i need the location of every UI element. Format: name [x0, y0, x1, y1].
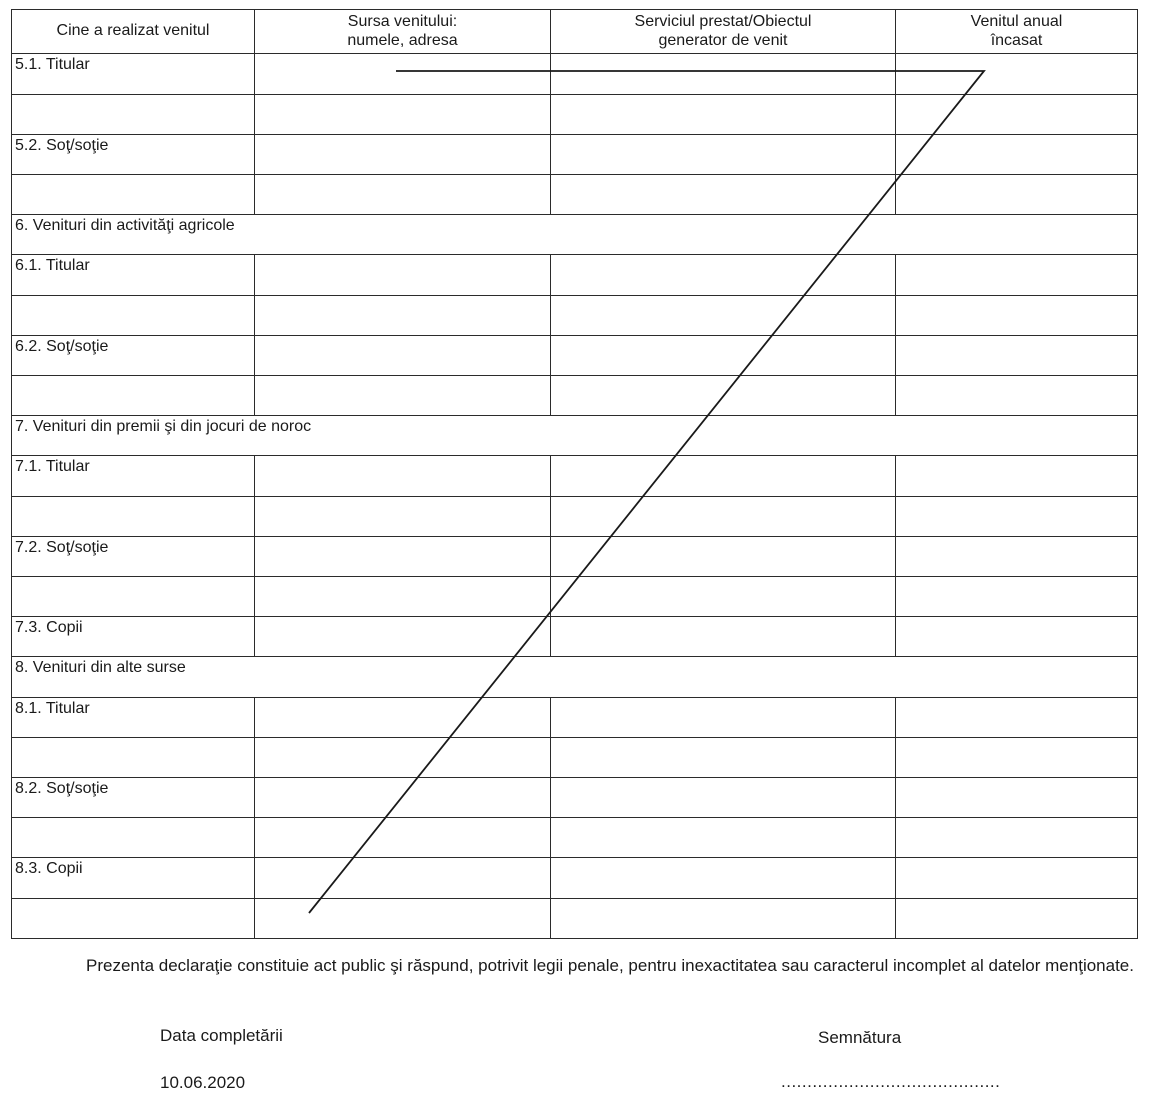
entry-cell[interactable] — [896, 295, 1138, 335]
row-label-cell — [12, 576, 255, 616]
entry-cell[interactable] — [255, 858, 551, 898]
section-label: 7. Venituri din premii şi din jocuri de noroc — [15, 418, 312, 436]
row-label-cell — [12, 777, 255, 817]
entry-cell[interactable] — [896, 858, 1138, 898]
row-label-cell — [12, 174, 255, 214]
entry-cell[interactable] — [255, 818, 551, 858]
table-row — [12, 617, 1138, 657]
entry-cell[interactable] — [896, 777, 1138, 817]
entry-cell[interactable] — [255, 174, 551, 214]
entry-cell[interactable] — [255, 737, 551, 777]
entry-cell[interactable] — [551, 496, 896, 536]
row-label-cell — [12, 617, 255, 657]
entry-cell[interactable] — [255, 335, 551, 375]
column-header — [12, 10, 255, 54]
table-row — [12, 255, 1138, 295]
section-row — [12, 416, 1138, 456]
entry-cell[interactable] — [551, 94, 896, 134]
table-header-row — [12, 10, 1138, 54]
entry-cell[interactable] — [896, 737, 1138, 777]
signature-label: Semnătura — [818, 1028, 902, 1047]
entry-cell[interactable] — [551, 737, 896, 777]
entry-cell[interactable] — [896, 576, 1138, 616]
entry-cell[interactable] — [255, 255, 551, 295]
section-row — [12, 657, 1138, 697]
entry-cell[interactable] — [896, 496, 1138, 536]
row-label-cell — [12, 255, 255, 295]
entry-cell[interactable] — [896, 255, 1138, 295]
entry-cell[interactable] — [896, 818, 1138, 858]
income-table — [11, 9, 1138, 939]
entry-cell[interactable] — [255, 295, 551, 335]
table-row — [12, 456, 1138, 496]
entry-cell[interactable] — [551, 54, 896, 94]
section-label: 8. Venituri din alte surse — [15, 659, 186, 677]
entry-cell[interactable] — [255, 496, 551, 536]
date-value: 10.06.2020 — [160, 1073, 246, 1092]
row-label: 8.2. Soţ/soţie — [15, 779, 109, 797]
entry-cell[interactable] — [896, 536, 1138, 576]
entry-cell[interactable] — [551, 858, 896, 898]
row-label: 8.1. Titular — [15, 699, 90, 717]
row-label — [15, 738, 251, 739]
entry-cell[interactable] — [896, 134, 1138, 174]
row-label — [15, 577, 251, 578]
row-label-cell — [12, 858, 255, 898]
entry-cell[interactable] — [255, 697, 551, 737]
column-header-line: generator de venit — [658, 32, 788, 49]
row-label: 7.3. Copii — [15, 619, 83, 637]
row-label: 6.1. Titular — [15, 257, 90, 275]
table-row — [12, 134, 1138, 174]
row-label — [15, 899, 251, 900]
entry-cell[interactable] — [255, 134, 551, 174]
row-label-cell — [12, 697, 255, 737]
table-row — [12, 898, 1138, 938]
table-row — [12, 54, 1138, 94]
entry-cell[interactable] — [551, 617, 896, 657]
row-label — [15, 497, 251, 498]
entry-cell[interactable] — [551, 456, 896, 496]
section-title — [12, 657, 1138, 697]
table-row — [12, 496, 1138, 536]
section-row — [12, 215, 1138, 255]
table-row — [12, 576, 1138, 616]
declaration-text: Prezenta declaraţie constituie act public şi răspund, potrivit legii penale, pentru inexactitatea sau caracterul incomplet al datelor menţionate. — [86, 956, 1134, 975]
row-label: 6.2. Soţ/soţie — [15, 337, 109, 355]
row-label-cell — [12, 536, 255, 576]
table-row — [12, 737, 1138, 777]
entry-cell[interactable] — [255, 777, 551, 817]
date-label: Data completării — [160, 1026, 283, 1045]
entry-cell[interactable] — [896, 174, 1138, 214]
signature-line: .......................................... — [781, 1072, 1001, 1091]
table-row — [12, 536, 1138, 576]
column-header — [896, 10, 1138, 54]
entry-cell[interactable] — [896, 54, 1138, 94]
entry-cell[interactable] — [896, 456, 1138, 496]
row-label-cell — [12, 54, 255, 94]
entry-cell[interactable] — [896, 94, 1138, 134]
row-label: 5.1. Titular — [15, 56, 90, 74]
entry-cell[interactable] — [551, 295, 896, 335]
column-header-line: Cine a realizat venitul — [56, 22, 210, 39]
row-label: 8.3. Copii — [15, 860, 83, 878]
entry-cell[interactable] — [551, 818, 896, 858]
table-row — [12, 94, 1138, 134]
section-label: 6. Venituri din activităţi agricole — [15, 217, 235, 235]
column-header — [255, 10, 551, 54]
entry-cell[interactable] — [896, 697, 1138, 737]
entry-cell[interactable] — [896, 335, 1138, 375]
entry-cell[interactable] — [551, 536, 896, 576]
row-label-cell — [12, 295, 255, 335]
entry-cell[interactable] — [551, 174, 896, 214]
row-label — [15, 818, 251, 819]
row-label — [15, 95, 251, 96]
row-label — [15, 175, 251, 176]
table-row — [12, 174, 1138, 214]
column-header-line: încasat — [990, 32, 1043, 49]
row-label — [15, 296, 251, 297]
row-label: 5.2. Soţ/soţie — [15, 136, 109, 154]
row-label-cell — [12, 898, 255, 938]
row-label-cell — [12, 737, 255, 777]
entry-cell[interactable] — [551, 697, 896, 737]
entry-cell[interactable] — [896, 617, 1138, 657]
entry-cell[interactable] — [896, 375, 1138, 415]
row-label-cell — [12, 496, 255, 536]
entry-cell[interactable] — [255, 898, 551, 938]
row-label-cell — [12, 94, 255, 134]
row-label-cell — [12, 375, 255, 415]
row-label: 7.1. Titular — [15, 458, 90, 476]
column-header-line: numele, adresa — [347, 32, 458, 49]
table-row — [12, 818, 1138, 858]
entry-cell[interactable] — [255, 375, 551, 415]
table-row — [12, 335, 1138, 375]
table-row — [12, 858, 1138, 898]
row-label: 7.2. Soţ/soţie — [15, 538, 109, 556]
column-header — [551, 10, 896, 54]
entry-cell[interactable] — [255, 54, 551, 94]
entry-cell[interactable] — [551, 255, 896, 295]
entry-cell[interactable] — [551, 777, 896, 817]
row-label-cell — [12, 456, 255, 496]
row-label — [15, 376, 251, 377]
entry-cell[interactable] — [551, 335, 896, 375]
entry-cell[interactable] — [255, 617, 551, 657]
entry-cell[interactable] — [255, 576, 551, 616]
table-row — [12, 697, 1138, 737]
column-header-line: Venitul anual — [970, 13, 1063, 30]
entry-cell[interactable] — [255, 456, 551, 496]
table-row — [12, 777, 1138, 817]
table-row — [12, 295, 1138, 335]
row-label-cell — [12, 335, 255, 375]
column-header-line: Sursa venitului: — [347, 13, 458, 30]
entry-cell[interactable] — [551, 375, 896, 415]
entry-cell[interactable] — [551, 898, 896, 938]
row-label-cell — [12, 818, 255, 858]
table-row — [12, 375, 1138, 415]
section-title — [12, 416, 1138, 456]
column-header-line: Serviciul prestat/Obiectul — [634, 13, 812, 30]
row-label-cell — [12, 134, 255, 174]
entry-cell[interactable] — [551, 576, 896, 616]
entry-cell[interactable] — [896, 898, 1138, 938]
entry-cell[interactable] — [255, 94, 551, 134]
entry-cell[interactable] — [551, 134, 896, 174]
entry-cell[interactable] — [255, 536, 551, 576]
section-title — [12, 215, 1138, 255]
